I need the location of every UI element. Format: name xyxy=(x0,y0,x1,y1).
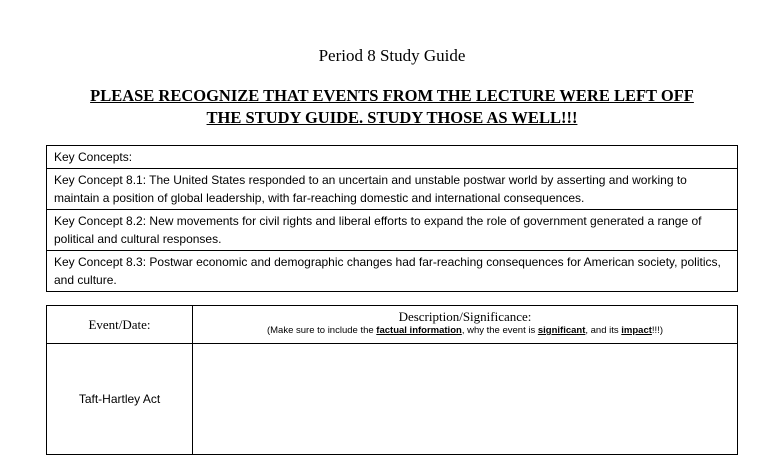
key-concept-label: Key Concept 8.2: xyxy=(54,214,147,228)
warning-line-2: THE STUDY GUIDE. STUDY THOSE AS WELL!!! xyxy=(206,108,578,127)
key-concept-text: Postwar economic and demographic changes had far-reaching consequences for American society, politics, and culture. xyxy=(54,255,721,287)
note-emphasis: factual information xyxy=(376,325,462,336)
note-text: , and its xyxy=(585,325,622,336)
events-header-row xyxy=(47,306,738,344)
key-concept-label: Key Concept 8.3: xyxy=(54,255,147,269)
description-header xyxy=(193,306,738,344)
key-concepts-heading: Key Concepts: xyxy=(47,146,738,169)
key-concept-8-2 xyxy=(47,210,738,251)
event-description-cell[interactable] xyxy=(193,344,738,455)
note-text: (Make sure to include the xyxy=(266,325,377,336)
event-name-cell: Taft-Hartley Act xyxy=(47,344,193,455)
page-title: Period 8 Study Guide xyxy=(318,46,466,65)
key-concept-text: New movements for civil rights and liberal efforts to expand the role of government generated a range of political and cultural responses. xyxy=(54,214,702,246)
description-header-title: Description/Significance: xyxy=(398,309,532,324)
event-date-header: Event/Date: xyxy=(47,306,193,344)
note-emphasis: significant xyxy=(537,325,586,336)
table-row xyxy=(47,344,738,455)
key-concept-8-1 xyxy=(47,169,738,210)
note-text: !!!) xyxy=(651,325,664,336)
note-text: , why the event is xyxy=(461,325,538,336)
key-concept-8-3 xyxy=(47,251,738,292)
events-table xyxy=(46,305,738,455)
warning-line-1: PLEASE RECOGNIZE THAT EVENTS FROM THE LECTURE WERE LEFT OFF xyxy=(90,86,694,105)
key-concept-label: Key Concept 8.1: xyxy=(54,173,147,187)
note-emphasis: impact xyxy=(621,325,652,336)
description-header-note xyxy=(193,325,737,336)
key-concepts-table xyxy=(46,145,738,292)
key-concept-text: The United States responded to an uncertain and unstable postwar world by asserting and working to maintain a position of global leadership, with far-reaching domestic and international consequences. xyxy=(54,173,687,205)
warning-notice xyxy=(40,85,744,129)
